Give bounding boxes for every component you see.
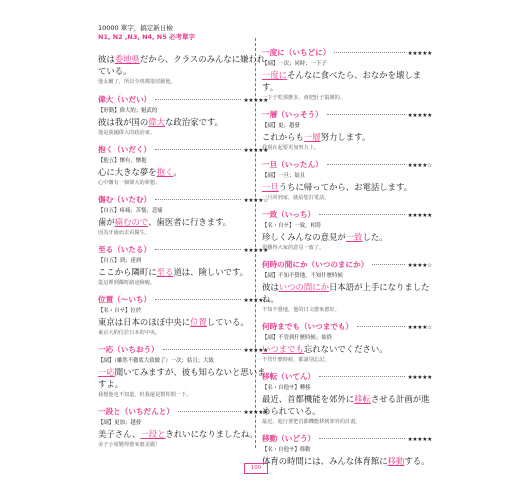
- importance-stars: ★★★★★: [243, 348, 268, 354]
- dotted-leader: [372, 264, 404, 265]
- continued-example: [98, 53, 268, 87]
- part-of-speech: 【形動】偉大的；魁武的: [98, 108, 158, 114]
- entry-heading: [262, 321, 432, 333]
- importance-stars: ★★★★★: [243, 98, 268, 104]
- example-text: ここから隣町に: [98, 267, 157, 277]
- example-highlight: 痛むので: [114, 217, 149, 227]
- example-text: 彼は我が国の: [98, 117, 149, 127]
- dotted-leader: [327, 114, 405, 115]
- example-text: 彼は: [98, 54, 115, 64]
- part-of-speech: 【副】一旦；姑且: [262, 173, 306, 179]
- dotted-leader: [155, 199, 240, 200]
- dotted-leader: [319, 214, 404, 215]
- entry-heading: [262, 209, 432, 221]
- left-entries: [98, 94, 268, 449]
- part-of-speech: 【副】一次；同時；一下子: [262, 61, 327, 67]
- part-of-speech: 【名・自サ】一致，相符: [262, 223, 322, 229]
- importance-stars: ★★★★★: [243, 248, 268, 254]
- example-text: させる計画が進められている。: [262, 394, 430, 416]
- example-text: している。: [206, 317, 249, 327]
- example-sentence: [98, 366, 268, 390]
- vocab-entry: [262, 259, 432, 314]
- dotted-leader: [155, 99, 240, 100]
- example-sentence: [262, 231, 432, 243]
- example-translation: 從這裡到鄰町路途險峻。: [98, 280, 156, 286]
- headword: 位置（〜いち）: [98, 295, 152, 304]
- example-text: 心に大きな夢を: [98, 167, 157, 177]
- entry-heading: [98, 194, 268, 206]
- vocab-entry: [98, 294, 268, 337]
- example-translation: 心中懷有一個偉大的夢想。: [98, 180, 161, 186]
- vocab-entry: [98, 344, 268, 399]
- dotted-leader: [155, 149, 240, 150]
- page-number: 100: [244, 463, 268, 474]
- example-text: これからも: [262, 132, 304, 142]
- vocab-entry: [262, 159, 432, 202]
- example-text: 。: [173, 167, 182, 177]
- importance-stars: ★★★★★: [243, 410, 268, 416]
- example-text: する。: [404, 456, 430, 466]
- vocab-entry: [262, 109, 432, 152]
- headword: 一度に（いちどに）: [262, 48, 331, 57]
- example-text: うちに帰ってから、お電話します。: [278, 182, 413, 192]
- importance-stars: ★★★★☆: [407, 325, 432, 331]
- part-of-speech: 【名・自サ】位於: [98, 308, 142, 314]
- importance-stars: ★★★★★: [407, 375, 432, 381]
- dotted-leader: [155, 299, 240, 300]
- example-text: 彼は: [262, 282, 279, 292]
- example-text: 珍しくみんなの意見が: [262, 232, 346, 242]
- example-sentence: [262, 455, 432, 467]
- headword: 抱く（いだく）: [98, 145, 152, 154]
- entry-heading: [262, 433, 432, 445]
- headword: 何時の間にか（いつのまにか）: [262, 260, 369, 269]
- example-text: 日本語が上手になりましたね。: [262, 282, 430, 304]
- dotted-leader: [155, 249, 240, 250]
- dotted-leader: [334, 52, 404, 53]
- example-sentence: [98, 166, 268, 178]
- example-highlight: 一段と: [140, 429, 166, 439]
- entry-heading: [262, 109, 432, 121]
- example-translation: 不管什麼時候，都請別忘記。: [262, 357, 330, 363]
- importance-stars: ★★★★☆: [243, 298, 268, 304]
- example-sentence: [262, 393, 432, 417]
- entry-heading: [98, 244, 268, 256]
- example-translation: 很難得大家的意見一致了。: [262, 245, 325, 251]
- part-of-speech: 【副】（雖然不徹底大致做了）一次；姑且；大致: [98, 358, 214, 364]
- example-sentence: [98, 266, 268, 278]
- example-translation: 美子小姐變得愈來愈美麗！: [98, 442, 161, 448]
- vocab-entry: [262, 371, 432, 426]
- headword: 一旦（いったん）: [262, 160, 323, 169]
- vocab-entry: [98, 94, 268, 137]
- example-highlight: 移転: [354, 394, 371, 404]
- entry-heading: [98, 406, 268, 418]
- example-sentence: [262, 181, 432, 193]
- example-highlight: 移動: [387, 456, 405, 466]
- vocab-entry: [262, 47, 432, 102]
- example-text: 美子さん、: [98, 429, 141, 439]
- vocab-entry: [98, 144, 268, 187]
- book-subtitle: N1, N2 ,N3, N4, N5 必考單字: [98, 33, 196, 41]
- example-sentence: [262, 69, 432, 93]
- example-translation: 東京大約位於日本的中央。: [98, 330, 161, 336]
- part-of-speech: 【副】更；越發: [262, 123, 300, 129]
- headword: 移動（いどう）: [262, 434, 316, 443]
- part-of-speech: 【副】不管到什麼時候；始終: [262, 335, 333, 341]
- vocab-entry: [98, 406, 268, 449]
- example-sentence: [98, 428, 268, 440]
- part-of-speech: 【自五】到；達到: [98, 258, 142, 264]
- vocab-entry: [98, 244, 268, 287]
- example-translation: 一旦回到家，就給您打電話。: [262, 195, 330, 201]
- dotted-leader: [163, 349, 241, 350]
- example-highlight: いつの間にか: [278, 282, 329, 292]
- importance-stars: ★★★★☆: [407, 163, 432, 169]
- dotted-leader: [327, 164, 405, 165]
- page-header: [98, 24, 195, 42]
- example-sentence: [262, 343, 432, 355]
- example-text: きれいになりましたね。: [165, 429, 258, 439]
- vocab-entry: [262, 321, 432, 364]
- entry-heading: [262, 159, 432, 171]
- headword: 一段と（いちだんと）: [98, 407, 174, 416]
- entry-heading: [262, 259, 432, 271]
- importance-stars: ★★★★★: [243, 148, 268, 154]
- example-highlight: 一旦: [262, 182, 279, 192]
- example-sentence: [262, 281, 432, 305]
- example-sentence: [98, 216, 268, 228]
- part-of-speech: 【副】更加；越發: [98, 420, 142, 426]
- importance-stars: ★★★★★: [407, 437, 432, 443]
- headword: 一致（いっち）: [262, 210, 316, 219]
- part-of-speech: 【自五】疼痛；苦惱；悲痛: [98, 208, 163, 214]
- importance-stars: ★★★★★: [407, 113, 432, 119]
- vocab-entry: [98, 194, 268, 237]
- example-translation: 最近，進行著把首都機能移到郊外的計畫。: [262, 419, 361, 425]
- example-translation: 他是我國偉大的政治家。: [98, 130, 156, 136]
- entry-heading: [262, 47, 432, 59]
- importance-stars: ★★★★★: [407, 51, 432, 57]
- headword: 何時までも（いつまでも）: [262, 322, 354, 331]
- example-highlight: 位置: [190, 317, 207, 327]
- example-text: 道は、険しいです。: [173, 267, 249, 277]
- entry-heading: [98, 344, 268, 356]
- headword: 偉大（いだい）: [98, 95, 152, 104]
- example-text: 努力します。: [320, 132, 371, 142]
- part-of-speech: 【名・自他サ】轉移: [262, 385, 311, 391]
- example-text: そんなに食べたら、おなかを壊します。: [262, 70, 422, 92]
- importance-stars: ★★★★★: [407, 213, 432, 219]
- example-sentence: [98, 316, 268, 328]
- entry-heading: [98, 94, 268, 106]
- example-highlight: 一度に: [262, 70, 288, 80]
- importance-stars: ★★★★☆: [243, 198, 268, 204]
- example-sentence: [98, 53, 268, 77]
- example-text: 最近、首都機能を郊外に: [262, 394, 355, 404]
- headword: 傷む（いたむ）: [98, 195, 152, 204]
- example-highlight: 一層: [303, 132, 321, 142]
- example-translation: 一下子吃那麼多，會把肚子搞壞的。: [262, 95, 346, 101]
- left-column: [98, 52, 268, 449]
- example-text: 東京は日本のほぼ中央に: [98, 317, 191, 327]
- vocab-entry: [262, 209, 432, 252]
- headword: 一層（いっそう）: [262, 110, 323, 119]
- entry-heading: [262, 371, 432, 383]
- example-highlight: 偉大: [148, 117, 165, 127]
- example-translation: 因為牙齒而去看醫生。: [98, 230, 150, 236]
- importance-stars: ★★★★☆: [407, 263, 432, 269]
- vocab-entry: [262, 433, 432, 467]
- example-text: 歯が: [98, 217, 115, 227]
- example-text: だから、クラスのみんなに嫌われている。: [98, 54, 266, 76]
- example-text: 忘れないでください。: [303, 344, 388, 354]
- example-translation: 不知不覺地，他的日文愈來愈好。: [262, 307, 340, 313]
- example-highlight: 一応: [98, 367, 115, 377]
- example-highlight: 一致: [345, 232, 363, 242]
- example-highlight: 抱く: [156, 167, 174, 177]
- example-translation: 我想他也不知道，但我還是幫你問一下。: [98, 392, 192, 398]
- part-of-speech: 【名・自他サ】移動: [262, 447, 311, 453]
- example-text: 聞いてみますが、彼も知らないと思いますよ。: [98, 367, 266, 389]
- example-translation: 他太嫩了，所以全班都很討厭他。: [98, 79, 176, 85]
- dotted-leader: [319, 376, 404, 377]
- headword: 一応（いちおう）: [98, 345, 159, 354]
- example-sentence: [98, 116, 268, 128]
- right-column: [262, 40, 432, 468]
- dotted-leader: [178, 411, 241, 412]
- dotted-leader: [357, 326, 404, 327]
- headword: 移転（いてん）: [262, 372, 316, 381]
- entry-heading: [98, 144, 268, 156]
- example-text: 体育の時間には、みんな体育館に: [262, 456, 388, 466]
- right-entries: [262, 47, 432, 467]
- example-text: した。: [362, 232, 388, 242]
- part-of-speech: 【他五】懷有，懷抱: [98, 158, 147, 164]
- part-of-speech: 【副】不知不覺地，不知什麼時候: [262, 273, 343, 279]
- example-highlight: 至る: [156, 267, 174, 277]
- book-title: 10000 單字，搞定新日檢: [98, 24, 173, 32]
- example-highlight: いつまでも: [262, 344, 304, 354]
- entry-heading: [98, 294, 268, 306]
- example-sentence: [262, 131, 432, 143]
- example-highlight: 委地県: [114, 54, 140, 64]
- headword: 至る（いたる）: [98, 245, 152, 254]
- example-translation: 我現在起要更加努力上。: [262, 145, 320, 151]
- dotted-leader: [319, 438, 404, 439]
- example-text: 、歯医者に行きます。: [148, 217, 232, 227]
- example-text: な政治家です。: [165, 117, 223, 127]
